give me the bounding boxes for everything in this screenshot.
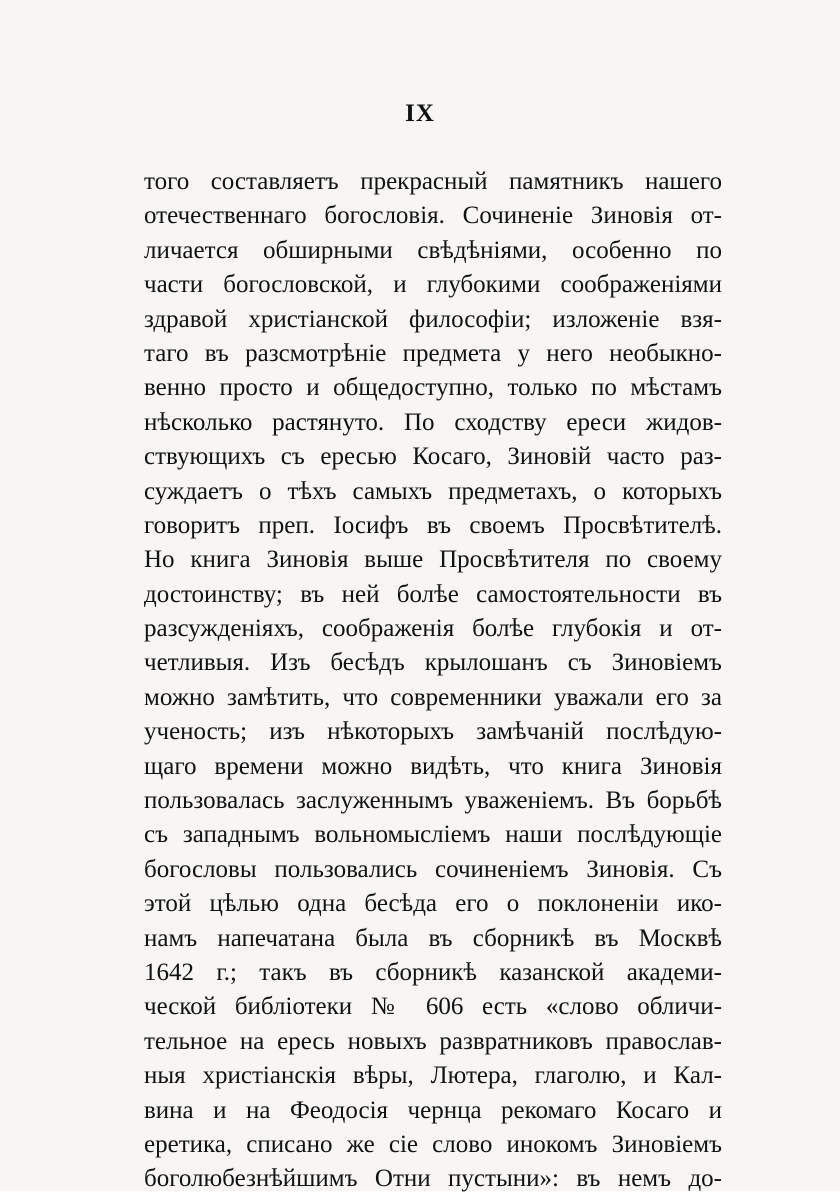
- text-line: боголюбезнѣйшимъ Отни пустыни»: въ немъ до-: [144, 1165, 722, 1193]
- text-line: можно замѣтить, что современники уважали его за: [144, 683, 722, 711]
- text-line: части богословской, и глубокими соображеніями: [144, 271, 722, 299]
- text-line: четливыя. Изъ бесѣдъ крылошанъ съ Зиновіемъ: [144, 649, 722, 677]
- text-line: таго въ разсмотрѣніе предмета у него необыкно-: [144, 339, 722, 367]
- text-line: ныя христіанскія вѣры, Лютера, глаголю, и Кал-: [144, 1062, 722, 1090]
- text-line: разсужденіяхъ, соображенія болѣе глубокія и от-: [144, 615, 722, 643]
- text-line: щаго времени можно видѣть, что книга Зиновія: [144, 752, 722, 780]
- text-line: ческой библіотеки № 606 есть «слово обличи-: [144, 993, 722, 1021]
- text-line: Но книга Зиновія выше Просвѣтителя по своему: [144, 546, 722, 574]
- text-line: намъ напечатана была въ сборникѣ въ Москвѣ: [144, 924, 722, 952]
- text-line: нѣсколько растянуто. По сходству ереси жидов-: [144, 408, 722, 436]
- text-line: отечественнаго богословія. Сочиненіе Зиновія от-: [144, 202, 722, 230]
- text-line: личается обширными свѣдѣніями, особенно по: [144, 236, 722, 264]
- text-line: достоинству; въ ней болѣе самостоятельности въ: [144, 580, 722, 608]
- body-text: [144, 165, 722, 1197]
- text-line: здравой христіанской философіи; изложеніе взя-: [144, 305, 722, 333]
- text-line: 1642 г.; такъ въ сборникѣ казанской академи-: [144, 958, 722, 986]
- text-line: говоритъ преп. Іосифъ въ своемъ Просвѣтителѣ.: [144, 511, 722, 539]
- text-line: богословы пользовались сочиненіемъ Зиновія. Съ: [144, 855, 722, 883]
- page-number: IX: [405, 100, 435, 127]
- text-line: еретика, списано же сіе слово инокомъ Зиновіемъ: [144, 1130, 722, 1158]
- text-line: этой цѣлью одна бесѣда его о поклоненіи ико-: [144, 890, 722, 918]
- text-line: ученость; изъ нѣкоторыхъ замѣчаній послѣдую-: [144, 718, 722, 746]
- text-line: того составляетъ прекрасный памятникъ нашего: [144, 168, 722, 195]
- text-line: суждаетъ о тѣхъ самыхъ предметахъ, о которыхъ: [144, 477, 722, 505]
- text-line: вина и на Феодосія чернца рекомаго Косаго и: [144, 1096, 722, 1124]
- text-line: венно просто и общедоступно, только по мѣстамъ: [144, 374, 722, 402]
- text-line: пользовалась заслуженнымъ уваженіемъ. Въ борьбѣ: [144, 787, 722, 815]
- text-line: тельное на ересь новыхъ развратниковъ православ-: [144, 1027, 722, 1055]
- text-line: съ западнымъ вольномысліемъ наши послѣдующіе: [144, 821, 722, 849]
- text-line: ствующихъ съ ересью Косаго, Зиновій часто раз-: [144, 443, 722, 471]
